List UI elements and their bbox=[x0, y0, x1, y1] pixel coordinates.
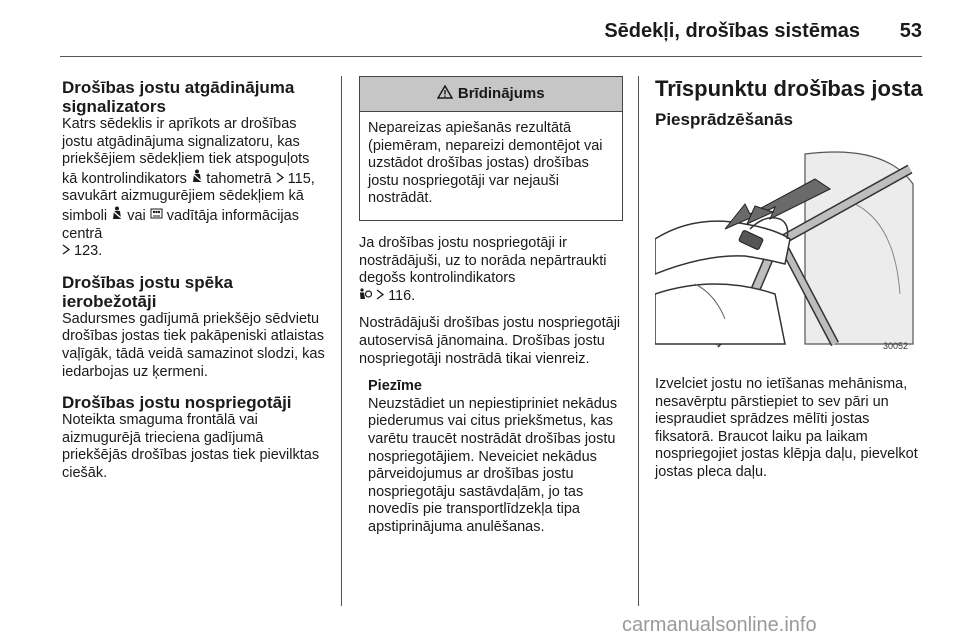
header-divider bbox=[60, 56, 922, 57]
column-divider-right bbox=[638, 76, 639, 606]
section-heading-three-point-belt: Trīspunktu drošības josta bbox=[655, 76, 923, 101]
column-2 bbox=[359, 76, 624, 536]
subheading-fastening: Piesprādzēšanās bbox=[655, 110, 793, 129]
column-divider-left bbox=[341, 76, 342, 606]
warning-title: Brīdinājums bbox=[457, 85, 545, 102]
warning-text: Nepareizas apiešanās rezultātā (piemēram, nepareizi demontējot vai uzstādot drošības jostas) drošības jostu nospriegotāji var nejauši nostrādāt. bbox=[368, 120, 603, 207]
column-1 bbox=[62, 78, 327, 483]
note-block bbox=[359, 378, 624, 536]
pretensioner-activated-paragraph: Ja drošības jostu nospriegotāji ir nostrādājuši, uz to norāda nepārtraukti degošs kontrolindikators 116. bbox=[359, 234, 607, 304]
force-limiters-paragraph: Sadursmes gadījumā priekšējo sēdvietu drošības jostas tiek pakāpeniski atlaistas vaļīgāk, tādā veidā samazinot slodzi, kas iedarbojas uz ķermeni. bbox=[62, 310, 325, 380]
reminder-paragraph: Katrs sēdeklis ir aprīkots ar drošības jostu atgādinājuma signalizatoru, kas priekšējiem sēdekļiem tiek atspoguļots kā kontrolindikators tahometrā 115, savukārt aizmugurējiem sēdekļiem kā simboli vai vadītāja informācijas centrā 123. bbox=[62, 116, 315, 260]
airbag-pretensioner-icon bbox=[359, 288, 376, 304]
seatbelt-illustration bbox=[655, 144, 917, 354]
pretensioners-paragraph: Noteikta smaguma frontālā vai aizmugurējā trieciena gadījumā priekšējās drošības jostas tiek pievilktas ciešāk. bbox=[62, 412, 320, 481]
rear-seat-occupancy-icon bbox=[150, 208, 167, 224]
fastening-paragraph: Izvelciet jostu no ietīšanas mehānisma, nesavērptu pārstiepiet to sev pāri un iespraudiet sprādzes mēlīti jostas fiksatorā. Braucot laiku pa laikam nospriegojiet jostas klēpja daļu, pievelkot jostas pleca daļu. bbox=[655, 376, 918, 480]
note-title: Piezīme bbox=[368, 378, 422, 395]
column-3 bbox=[655, 76, 923, 482]
page-ref-116[interactable]: 116. bbox=[388, 287, 416, 304]
footer-watermark: carmanualsonline.info bbox=[622, 614, 817, 636]
warning-triangle-icon bbox=[437, 85, 457, 102]
page-number: 53 bbox=[899, 20, 922, 42]
warning-header bbox=[360, 77, 622, 112]
note-text: Neuzstādiet un nepiestipriniet nekādus piederumus vai citus priekšmetus, kas varētu traucēt nostrādāt drošības jostu nospriegotājiem. Neveiciet nekādus pārveidojumus ar drošības jostu nospriegotāju sastāvdaļām, jo tas novedīs pie transportlīdzekļa tipa apstiprinājuma anulēšanas. bbox=[368, 395, 618, 535]
page-reference-icon bbox=[376, 288, 388, 304]
seatbelt-person-icon bbox=[191, 172, 206, 186]
page-header-title: Sēdekļi, drošības sistēmas bbox=[604, 20, 860, 42]
pretensioner-replace-paragraph: Nostrādājuši drošības jostu nospriegotāji autoservisā jānomaina. Drošības jostu nospriegotāji nostrādā tikai vienreiz. bbox=[359, 315, 621, 367]
page-reference-icon bbox=[62, 243, 74, 259]
page-reference-icon bbox=[276, 171, 288, 187]
page-ref-123[interactable]: 123. bbox=[74, 243, 103, 260]
page-ref-115[interactable]: 115 bbox=[287, 170, 311, 187]
seatbelt-person-icon bbox=[111, 208, 127, 224]
figure-number: 30052 bbox=[883, 341, 909, 351]
section-heading-reminder: Drošības jostu atgādinājuma signalizators bbox=[62, 78, 295, 116]
section-heading-pretensioners: Drošības jostu nospriegotāji bbox=[62, 393, 292, 413]
section-heading-force-limiters: Drošības jostu spēka ierobežotāji bbox=[62, 272, 234, 311]
warning-box bbox=[359, 76, 623, 221]
